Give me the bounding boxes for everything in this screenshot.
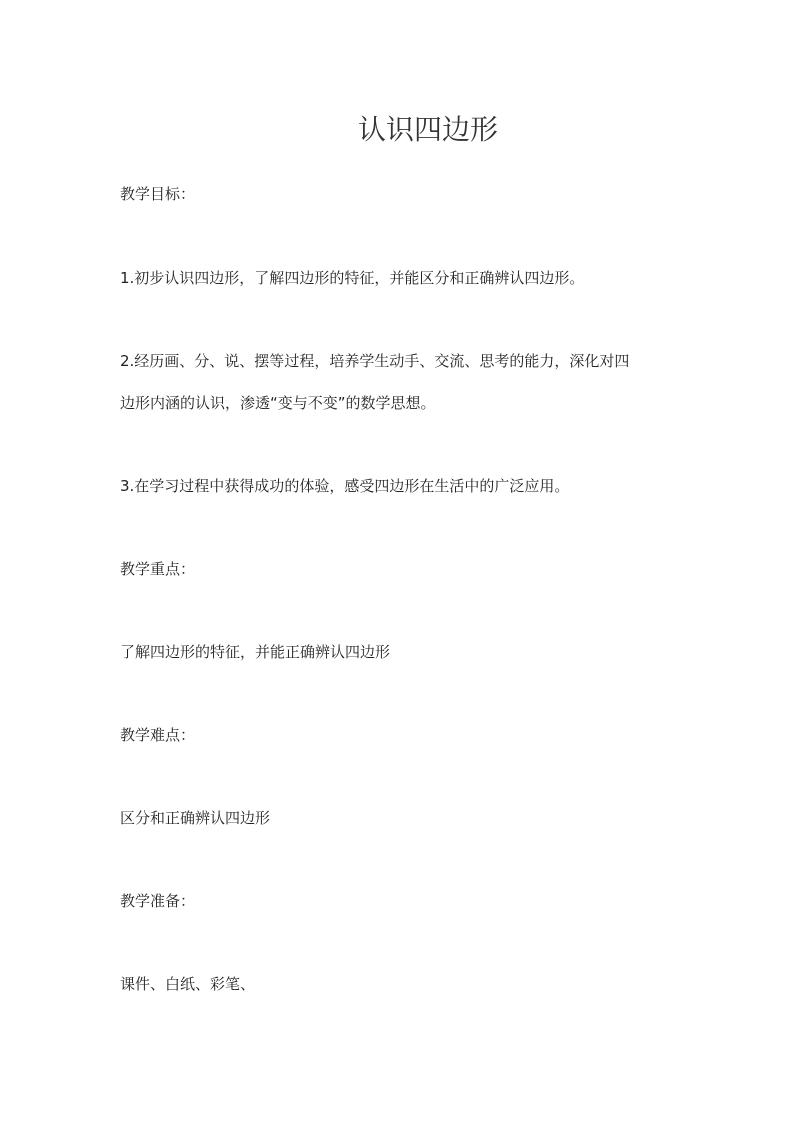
key-points-text: 了解四边形的特征，并能正确辨认四边形 bbox=[120, 643, 391, 661]
objective-2-line-1: 2.经历画、分、说、摆等过程，培养学生动手、交流、思考的能力，深化对四 bbox=[120, 352, 630, 370]
key-points-heading: 教学重点： bbox=[120, 560, 196, 578]
document-title: 认识四边形 bbox=[357, 113, 498, 146]
objectives-heading: 教学目标： bbox=[120, 185, 196, 203]
objective-1: 1.初步认识四边形，了解四边形的特征，并能区分和正确辨认四边形。 bbox=[120, 269, 585, 287]
objective-3: 3.在学习过程中获得成功的体验，感受四边形在生活中的广泛应用。 bbox=[120, 477, 570, 495]
difficulties-heading: 教学难点： bbox=[120, 726, 196, 744]
preparation-heading: 教学准备： bbox=[120, 892, 196, 910]
difficulties-text: 区分和正确辨认四边形 bbox=[120, 809, 271, 827]
preparation-text: 课件、白纸、彩笔、 bbox=[120, 975, 256, 993]
objective-2-line-2: 边形内涵的认识，渗透“变与不变”的数学思想。 bbox=[120, 394, 436, 412]
